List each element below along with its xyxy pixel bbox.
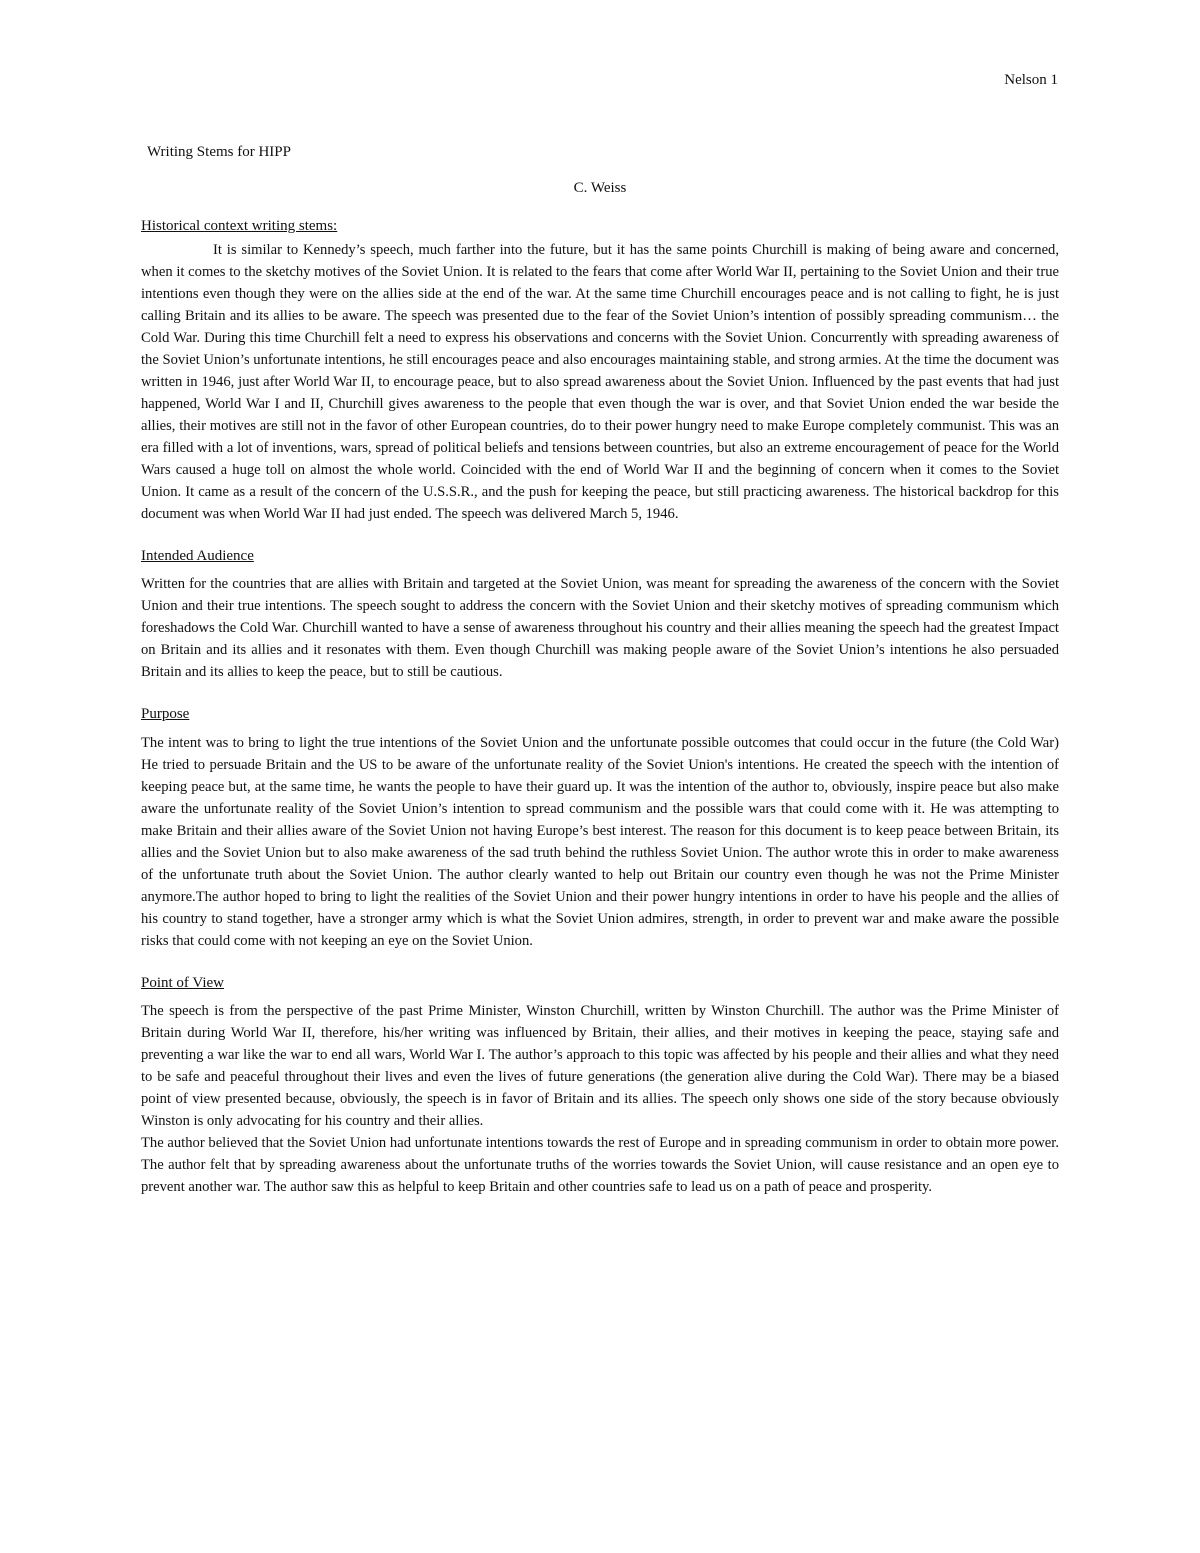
section-heading: Point of View xyxy=(141,975,224,991)
section-heading: Intended Audience xyxy=(141,548,254,564)
section-intended-audience xyxy=(141,545,1059,683)
section-historical-context xyxy=(141,215,1059,525)
section-paragraph: The intent was to bring to light the true intentions of the Soviet Union and the unfortunate possible outcomes that could occur in the future (the Cold War) He tried to persuade Britain and the US to be aware of the unfortunate reality of the Soviet Union's intentions. He created the speech with the intention of keeping peace but, at the same time, he wants the people to have their guard up. It was the intention of the author to, obviously, inspire peace but also make aware the unfortunate reality of the Soviet Union’s intention to spread communism and the possible wars that could come with it. He was attempting to make Britain and their allies aware of the Soviet Union not having Europe’s best interest. The reason for this document is to keep peace between Britain, its allies and the Soviet Union but to also make awareness of the sad truth behind the ruthless Soviet Union. The author wrote this in order to make awareness of the unfortunate truth about the Soviet Union. The author clearly wanted to help out Britain our country even though he was not the Prime Minister anymore.The author hoped to bring to light the realities of the Soviet Union and their power hungry intentions in order to have his people and the allies of his country to stand together, have a stronger army which is what the Soviet Union admires, strength, in order to prevent war and make aware the possible risks that could come with not keeping an eye on the Soviet Union. xyxy=(141,735,1059,949)
section-purpose xyxy=(141,703,1059,952)
section-paragraph: Written for the countries that are allies with Britain and targeted at the Soviet Union, was meant for spreading the awareness of the concern with the Soviet Union and their true intentions. The speech sought to address the concern with the Soviet Union and their sketchy motives of spreading communism which foreshadows the Cold War. Churchill wanted to have a sense of awareness throughout his country and their allies meaning the speech had the greatest Impact on Britain and its allies and it resonates with them. Even though Churchill was making people aware of the Soviet Union’s intentions he also persuaded Britain and its allies to keep the peace, but to still be cautious. xyxy=(141,576,1059,680)
section-heading: Purpose xyxy=(141,706,190,722)
section-paragraph: The speech is from the perspective of the past Prime Minister, Winston Churchill, written by Winston Churchill. The author was the Prime Minister of Britain during World War II, therefore, his/her writing was influenced by Britain, their allies, and their motives in keeping the peace, staying safe and preventing a war like the war to end all wars, World War I. The author’s approach to this topic was affected by his people and their allies and what they need to be safe and peaceful throughout their lives and even the lives of future generations (the generation alive during the Cold War). There may be a biased point of view presented because, obviously, the speech is in favor of Britain and its allies. The speech only shows one side of the story because obviously Winston is only advocating for his country and their allies. xyxy=(141,1003,1059,1129)
document-body xyxy=(141,141,1059,1198)
section-point-of-view xyxy=(141,972,1059,1198)
section-paragraph: The author believed that the Soviet Union had unfortunate intentions towards the rest of Europe and in spreading communism in order to obtain more power. The author felt that by spreading awareness about the unfortunate truths of the worries towards the Soviet Union, will cause resistance and an open eye to prevent another war. The author saw this as helpful to keep Britain and other countries safe to lead us on a path of peace and prosperity. xyxy=(141,1135,1059,1195)
document-title: Writing Stems for HIPP xyxy=(147,144,291,160)
section-heading: Historical context writing stems: xyxy=(141,218,338,234)
document-author: C. Weiss xyxy=(573,180,627,196)
page-header-label: Nelson 1 xyxy=(1004,72,1058,88)
section-paragraph: It is similar to Kennedy’s speech, much farther into the future, but it has the same points Churchill is making of being aware and concerned, when it comes to the sketchy motives of the Soviet Union. It is related to the fears that come after World War II, pertaining to the Soviet Union and their true intentions even though they were on the allies side at the end of the war. At the same time Churchill encourages peace and is not calling to fight, he is just calling Britain and its allies to be aware. The speech was presented due to the fear of the Soviet Union’s intention of possibly spreading communism… the Cold War. During this time Churchill felt a need to express his observations and concerns with the Soviet Union. Concurrently with spreading awareness of the Soviet Union’s unfortunate intentions, he still encourages peace and also encourages maintaining stable, and strong armies. At the time the document was written in 1946, just after World War II, to encourage peace, but to also spread awareness about the Soviet Union. Influenced by the past events that had just happened, World War I and II, Churchill gives awareness to the people that even though the war is over, and that Soviet Union ended the war beside the allies, their motives are still not in the favor of other European countries, do to their power hungry need to make Europe completely communist. This was an era filled with a lot of inventions, wars, spread of political beliefs and tensions between countries, but also an extreme encouragement of peace for the World Wars caused a huge toll on almost the whole world. Coincided with the end of World War II and the beginning of concern when it comes to the Soviet Union. It came as a result of the concern of the U.S.S.R., and the push for keeping the peace, but still practicing awareness. The historical backdrop for this document was when World War II had just ended. The speech was delivered March 5, 1946. xyxy=(141,242,1059,522)
